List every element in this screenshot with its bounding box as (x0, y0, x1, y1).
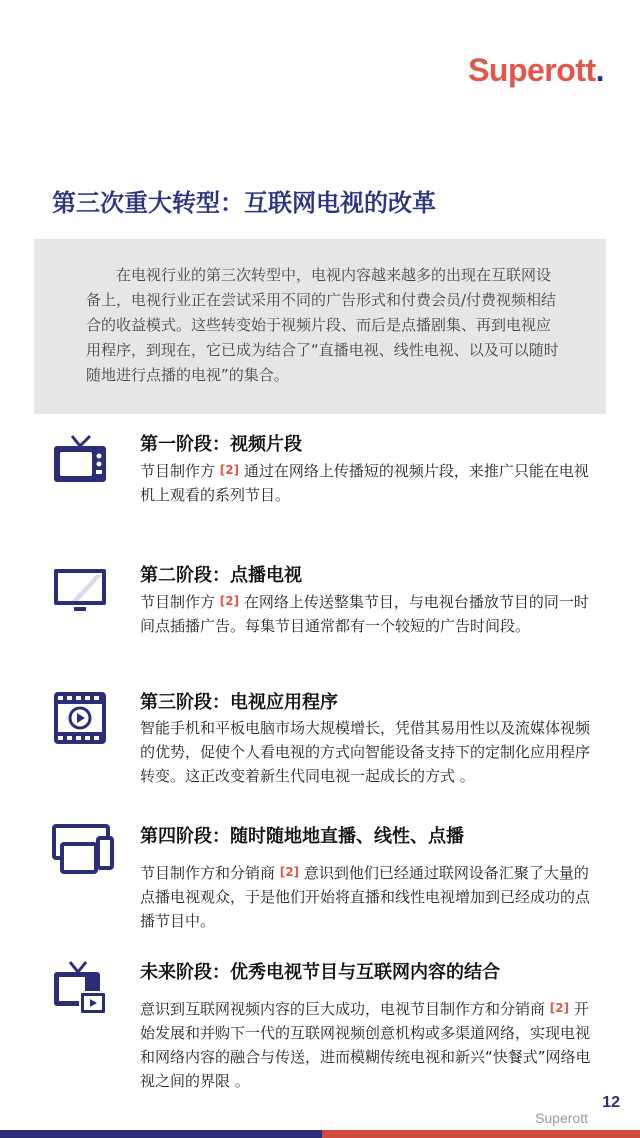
stage-body: 节目制作方 [2] 在网络上传送整集节目，与电视台播放节目的同一时间点插播广告。每集节目通常都有一个较短的广告时间段。 (140, 593, 589, 635)
retro-tv-icon (52, 432, 108, 488)
footer-bar-red (322, 1130, 640, 1138)
stage-body: 意识到互联网视频内容的巨大成功，电视节目制作方和分销商 [2] 开始发展和并购下一代的互联网视频创意机构或多渠道网络，实现电视和网络内容的融合与传送，进而模糊传统电视和新兴“快餐式”网络电视之间的界限 。 (140, 1000, 591, 1090)
stage-heading: 第一阶段：视频片段 (140, 434, 302, 455)
stage-heading: 第四阶段：随时随地地直播、线性、点播 (140, 826, 464, 847)
stage-heading: 第三阶段：电视应用程序 (140, 692, 338, 713)
tv-with-video-icon (52, 960, 108, 1016)
watermark: Superott (535, 1110, 588, 1126)
stage-heading: 第二阶段：点播电视 (140, 565, 302, 586)
stage-heading: 未来阶段：优秀电视节目与互联网内容的结合 (140, 962, 500, 983)
flat-screen-icon (52, 563, 108, 619)
intro-paragraph: 在电视行业的第三次转型中，电视内容越来越多的出现在互联网设备上，电视行业正在尝试采用不同的广告形式和付费会员/付费视频相结合的收益模式。这些转变始于视频片段、而后是点播剧集、再到电视应用程序，到现在，它已成为结合了“直播电视、线性电视、以及可以随时随地进行点播的电视”的集合。 (34, 239, 606, 414)
stage-body: 节目制作方和分销商 [2] 意识到他们已经通过联网设备汇聚了大量的点播电视观众，于是他们开始将直播和线性电视增加到已经成功的点播节目中。 (140, 864, 591, 930)
stage-body: 智能手机和平板电脑市场大规模增长，凭借其易用性以及流媒体视频的优势，促使个人看电视的方式向智能设备支持下的定制化应用程序转变。这正改变着新生代同电视一起成长的方式 。 (140, 719, 591, 785)
page-number: 12 (602, 1094, 620, 1111)
page-title: 第三次重大转型：互联网电视的改革 (52, 189, 436, 217)
multi-device-icon (52, 824, 114, 880)
superott-logo: Superott. (468, 52, 604, 88)
stage-body: 节目制作方 [2] 通过在网络上传播短的视频片段，来推广只能在电视机上观看的系列节目。 (140, 462, 589, 504)
footer-bar-navy (0, 1130, 322, 1138)
film-play-icon (52, 690, 108, 746)
